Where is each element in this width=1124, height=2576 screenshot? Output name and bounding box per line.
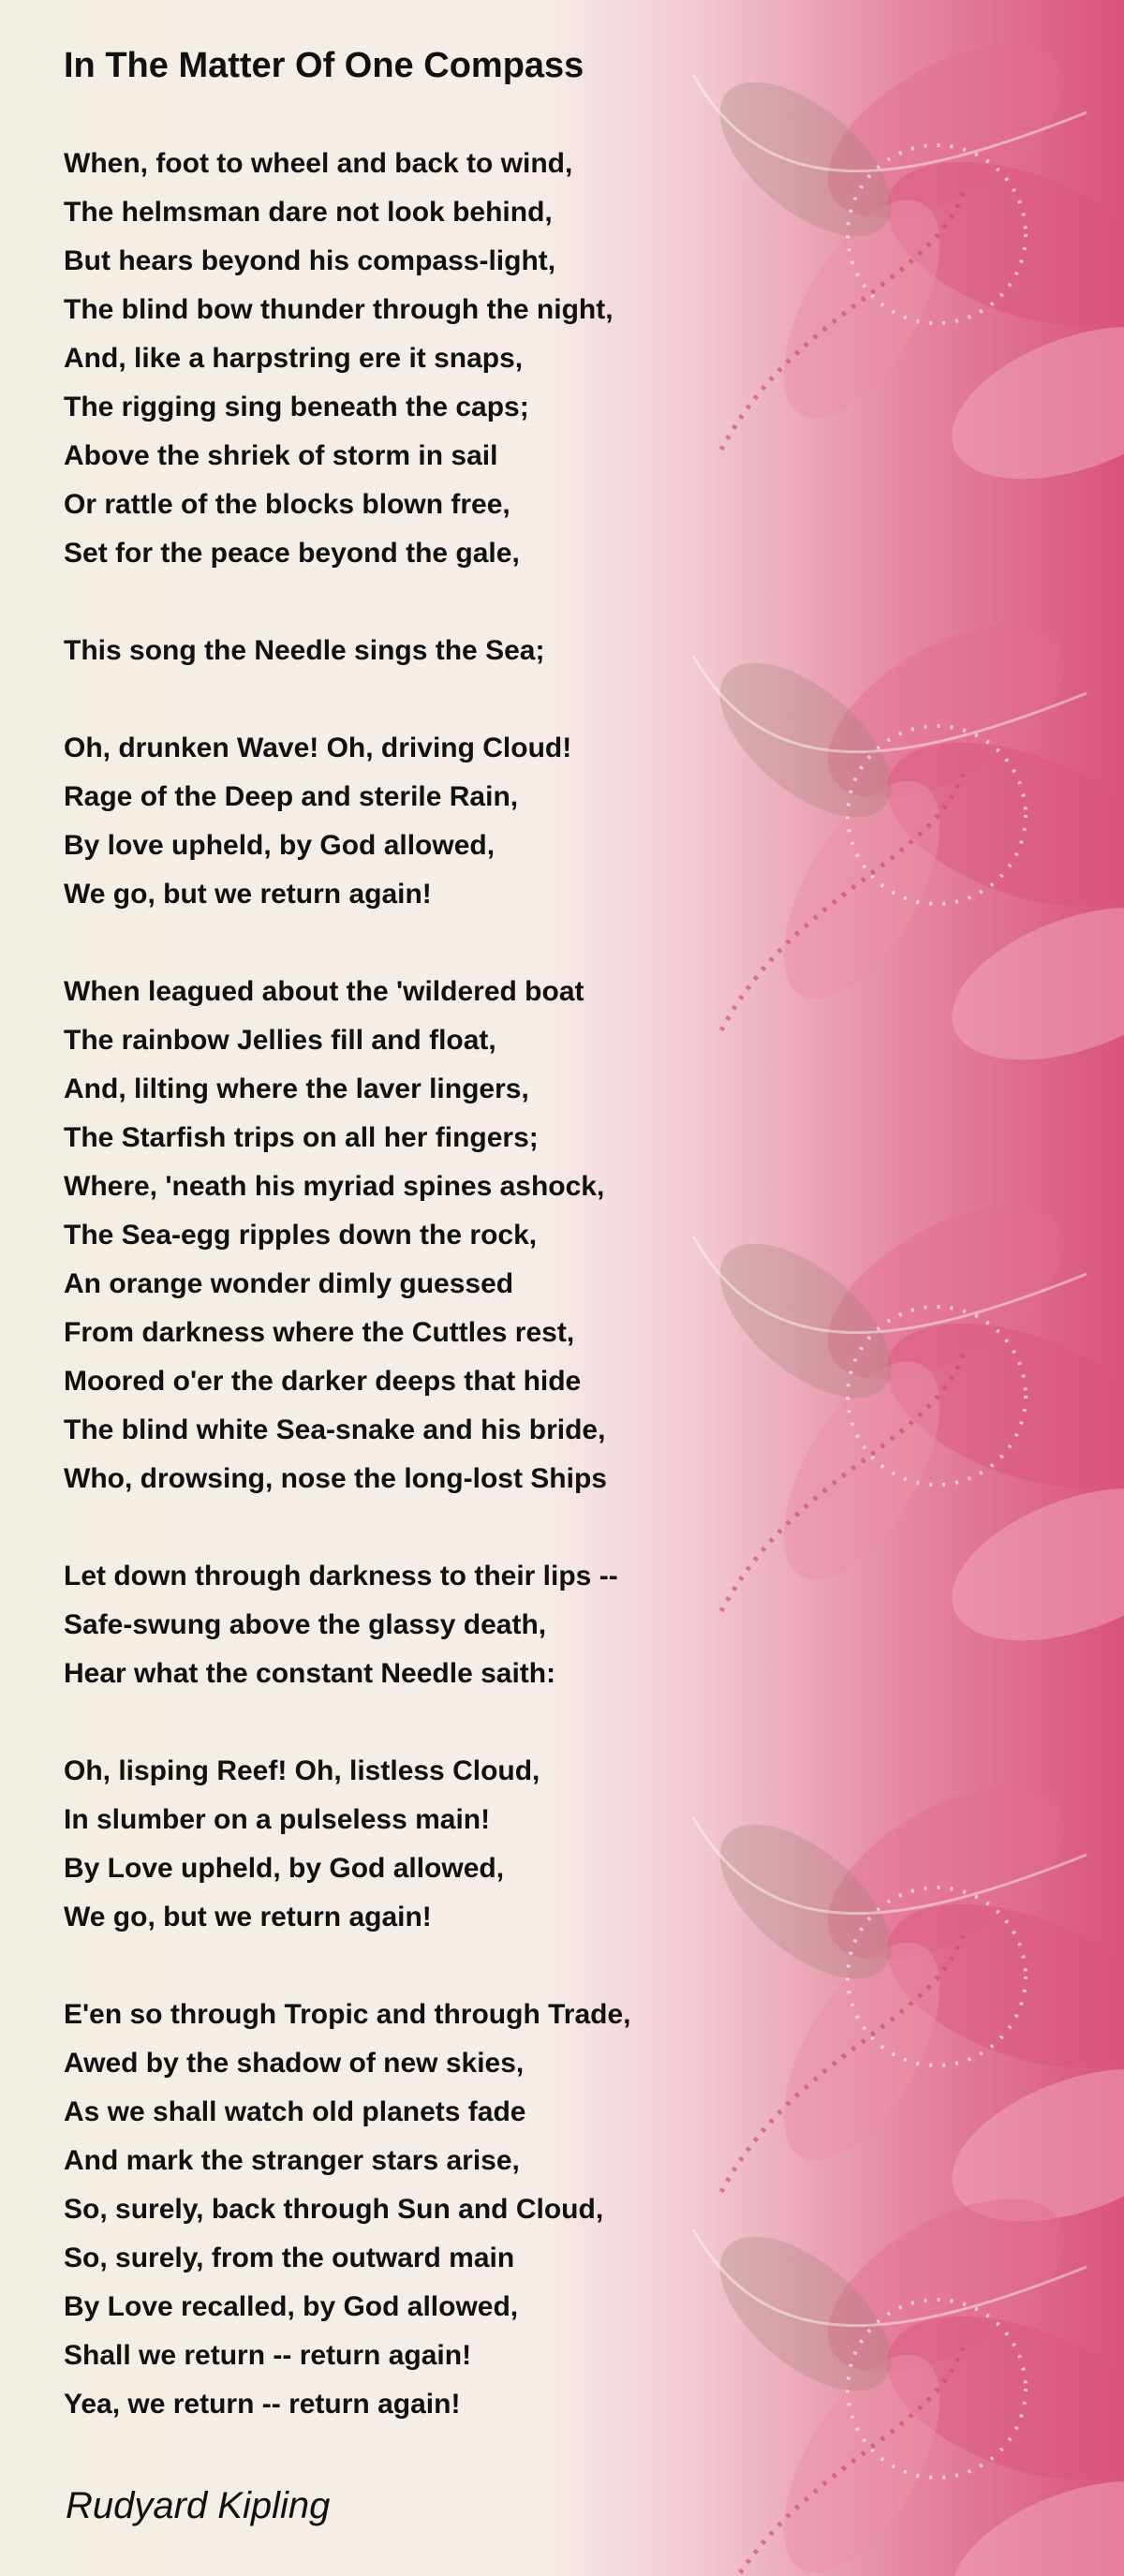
poem-line: And, like a harpstring ere it snaps, xyxy=(64,343,524,374)
poem-line: Or rattle of the blocks blown free, xyxy=(64,489,510,520)
poem-line: Let down through darkness to their lips -- xyxy=(64,1561,618,1591)
poem-line: The Sea-egg ripples down the rock, xyxy=(64,1220,538,1251)
poem-line: The rainbow Jellies fill and float, xyxy=(64,1025,496,1056)
poem-line: The blind white Sea-snake and his bride, xyxy=(64,1414,606,1445)
poem-line: We go, but we return again! xyxy=(64,1902,432,1932)
poem-line: From darkness where the Cuttles rest, xyxy=(64,1317,575,1348)
poem-line: So, surely, back through Sun and Cloud, xyxy=(64,2194,604,2225)
poem-line: But hears beyond his compass-light, xyxy=(64,245,556,276)
poem-line: By love upheld, by God allowed, xyxy=(64,830,495,861)
poem-line: Rage of the Deep and sterile Rain, xyxy=(64,781,519,812)
poem-line: When leagued about the 'wildered boat xyxy=(64,976,584,1007)
poem-line: The helmsman dare not look behind, xyxy=(64,197,553,228)
poem-line: Who, drowsing, nose the long-lost Ships xyxy=(64,1463,607,1494)
poem-line: By Love recalled, by God allowed, xyxy=(64,2291,519,2322)
poem-line: Hear what the constant Needle saith: xyxy=(64,1658,556,1689)
poem-line: Set for the peace beyond the gale, xyxy=(64,538,520,569)
poem-line: In slumber on a pulseless main! xyxy=(64,1804,491,1835)
poem-title: In The Matter Of One Compass xyxy=(64,46,584,85)
poem-line: Awed by the shadow of new skies, xyxy=(64,2048,525,2079)
poem-line: Above the shriek of storm in sail xyxy=(64,440,498,471)
poem-line: So, surely, from the outward main xyxy=(64,2243,515,2273)
poem-line: And mark the stranger stars arise, xyxy=(64,2145,520,2176)
poem-line: Where, 'neath his myriad spines ashock, xyxy=(64,1171,605,1202)
poem-line: E'en so through Tropic and through Trade, xyxy=(64,1999,631,2030)
poem-line: This song the Needle sings the Sea; xyxy=(64,635,545,666)
poem-line: Shall we return -- return again! xyxy=(64,2340,472,2371)
poem-line: Moored o'er the darker deeps that hide xyxy=(64,1366,582,1397)
poem-line: And, lilting where the laver lingers, xyxy=(64,1073,529,1104)
poem-line: By Love upheld, by God allowed, xyxy=(64,1853,505,1884)
poem-line: As we shall watch old planets fade xyxy=(64,2096,526,2127)
poem-line: Safe-swung above the glassy death, xyxy=(64,1609,547,1640)
poem-author: Rudyard Kipling xyxy=(66,2485,331,2526)
poem-line: Oh, lisping Reef! Oh, listless Cloud, xyxy=(64,1755,540,1786)
poem-line: The blind bow thunder through the night, xyxy=(64,294,614,325)
poem-line: The rigging sing beneath the caps; xyxy=(64,392,529,422)
poem-line: Yea, we return -- return again! xyxy=(64,2389,461,2420)
poem-line: An orange wonder dimly guessed xyxy=(64,1268,514,1299)
poem-line: The Starfish trips on all her fingers; xyxy=(64,1122,539,1153)
poem-line: When, foot to wheel and back to wind, xyxy=(64,148,573,179)
poem-line: We go, but we return again! xyxy=(64,879,432,910)
poem-line: Oh, drunken Wave! Oh, driving Cloud! xyxy=(64,733,572,763)
